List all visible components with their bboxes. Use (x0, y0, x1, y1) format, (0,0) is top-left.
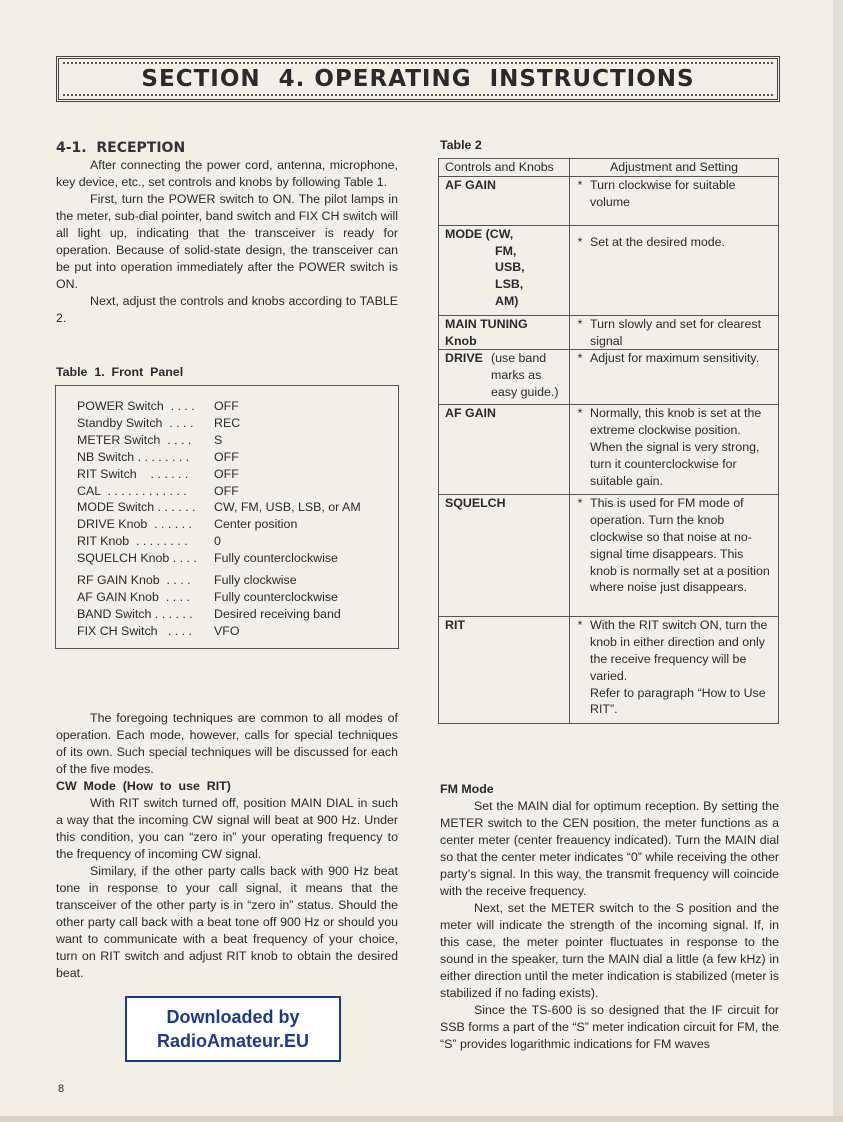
badge-line-1: Downloaded by (166, 1007, 300, 1027)
right-column-fm (440, 781, 779, 1053)
row-mark: * (570, 350, 591, 405)
reception-heading: 4-1. RECEPTION (56, 140, 186, 156)
table1-key: AF GAIN Knob . . . . (77, 589, 190, 604)
cw-mode-heading: CW Mode (How to use RIT) (56, 779, 231, 793)
table-row (439, 495, 779, 617)
cw-paragraph-2: Similary, if the other party calls back with 900 Hz beat tone in response to your call signal, it means that the transceiver of the other party is in “zero in” status. Should the other party call back with a beat tone off 900 Hz or should you want to communicate with a beat frequency of your choice, turn on RIT switch and adjust RIT knob to obtain the desired beat. (56, 864, 398, 980)
table1-row (77, 432, 398, 449)
table1-value: Fully counterclockwise (214, 551, 338, 566)
table1-key: DRIVE Knob . . . . . . (77, 517, 193, 532)
table1-key: Standby Switch . . . . (77, 415, 194, 430)
fm-paragraph-3: Since the TS-600 is so designed that the IF circuit for SSB forms a part of the “S” meter indication circuit for FM, the “S” provides logarithmic indications for FM waves (440, 1003, 779, 1051)
table-row (439, 617, 779, 724)
mode-option: FM, (495, 243, 517, 258)
section-title-banner (56, 56, 780, 102)
table1-row (77, 623, 398, 640)
row-mark: * (570, 617, 591, 724)
table1-key: BAND Switch . . . . . . (77, 606, 193, 621)
row-name-drive (439, 350, 570, 405)
table2-title: Table 2 (440, 138, 482, 152)
table1-row (77, 483, 398, 500)
row-mark: * (570, 225, 591, 315)
page-number: 8 (58, 1083, 65, 1095)
table1-key: NB Switch . . . . . . . . (77, 449, 190, 464)
table1-front-panel (55, 385, 399, 649)
row-mark: * (570, 176, 591, 225)
row-name: SQUELCH (439, 495, 570, 617)
table1-key: RIT Knob . . . . . . . . (77, 534, 188, 549)
row-name: AF GAIN (439, 405, 570, 495)
row-text-ref: Refer to paragraph “How to Use RIT”. (590, 685, 766, 717)
row-name: MAIN TUNING (445, 316, 528, 331)
table1-row (77, 449, 398, 466)
row-name-mode (439, 225, 570, 315)
table2-header-adjustment: Adjustment and Setting (570, 159, 779, 177)
table1-key: RIT Switch . . . . . . (77, 466, 189, 481)
table1-value: OFF (214, 399, 239, 413)
table-row (439, 225, 779, 315)
drive-note: (use band marks as easy guide.) (491, 351, 559, 399)
page-bottom-edge (0, 1116, 843, 1122)
fm-paragraph-1: Set the MAIN dial for optimum reception. By setting the METER switch to the CEN position, the meter functions as a center meter (center freauency indicated). Turn the MAIN dial so that the center meter indicates “0” while receiving the other party’s signal. In this way, the transmit frequency will coincide with the receive frequency. (440, 799, 779, 898)
table1-value: VFO (214, 623, 240, 638)
row-text: Normally, this knob is set at the extreme clockwise position. When the signal is very strong, turn it counterclockwise for suitable gain. (590, 405, 779, 495)
row-text: Turn clockwise for suitable volume (590, 176, 779, 225)
table1-row (77, 415, 398, 432)
fm-mode-heading: FM Mode (440, 782, 494, 796)
table1-key: METER Switch . . . . (77, 432, 192, 447)
table2-header-row (439, 159, 779, 177)
table1-value: Fully clockwise (214, 573, 297, 588)
table1-key: FIX CH Switch . . . . (77, 623, 192, 638)
row-name: MODE (CW, (445, 226, 514, 241)
row-name: RIT (439, 617, 570, 724)
table1-value: OFF (214, 449, 239, 464)
row-text: Set at the desired mode. (590, 225, 779, 315)
table-row (439, 176, 779, 225)
table1-value: 0 (214, 534, 221, 549)
table1-row (77, 466, 398, 483)
row-name-line2: Knob (445, 333, 477, 348)
mode-option: AM) (495, 293, 519, 308)
row-text: Adjust for maximum sensitivity. (590, 350, 779, 405)
table1-row (77, 589, 398, 606)
table-row (439, 315, 779, 350)
section-title: SECTION 4. OPERATING INSTRUCTIONS (141, 66, 695, 92)
mode-option: LSB, (495, 277, 524, 292)
badge-line-2: RadioAmateur.EU (156, 1031, 310, 1051)
table1-key: RF GAIN Knob . . . . (77, 573, 191, 588)
row-mark: * (570, 495, 591, 617)
table1-value: REC (214, 415, 241, 430)
table1-value: Center position (214, 517, 298, 532)
table2-caption (440, 137, 482, 154)
table1-row (77, 606, 398, 623)
reception-paragraph-3: Next, adjust the controls and knobs according to TABLE 2. (56, 294, 398, 325)
table1-caption (56, 364, 183, 381)
table1-value: OFF (214, 483, 239, 498)
left-column-bottom (56, 710, 398, 982)
mode-option: USB, (495, 260, 525, 275)
table-row (439, 405, 779, 495)
left-column-top (56, 140, 398, 327)
table1-row (77, 398, 398, 415)
table-row (439, 350, 779, 405)
download-watermark-badge (125, 996, 341, 1062)
table1-value: OFF (214, 466, 239, 481)
row-name-main-tuning (439, 315, 570, 350)
page-edge-shadow (833, 0, 843, 1122)
fm-paragraph-2: Next, set the METER switch to the S position and the meter will indicate the strength of the incoming signal. If, in this case, the meter pointer fluctuates in response to the sound in the speaker, turn the MAIN dial a little (a few kHz) in either direction until the meter indication is stabilized (meter is stabilized if no fading exists). (440, 901, 779, 1000)
table1-value: S (214, 432, 223, 447)
table2-header-controls: Controls and Knobs (439, 159, 570, 177)
table1-row (77, 499, 398, 516)
table1-key: POWER Switch . . . . (77, 399, 195, 413)
table1-row (77, 550, 398, 567)
row-mark: * (570, 405, 591, 495)
reception-paragraph-2: First, turn the POWER switch to ON. The pilot lamps in the meter, sub-dial pointer, band switch and FIX CH switch will all light up, indicating that the transceiver is ready for operation. Because of solid-state design, the transceiver can be put into operation immediately after the POWER switch is ON. (56, 192, 398, 291)
table1-key: MODE Switch . . . . . . (77, 500, 196, 515)
table1-title: Table 1. Front Panel (56, 365, 184, 379)
row-text: This is used for FM mode of operation. Turn the knob clockwise so that noise at no-signal time disappears. This knob is normally set at a position where noise just disappears. (590, 495, 779, 617)
table1-value: Fully counterclockwise (214, 589, 338, 604)
table1-row (77, 533, 398, 550)
row-text: With the RIT switch ON, turn the knob in either direction and only the receive frequency will be varied. (590, 618, 768, 683)
table1-row (77, 516, 398, 533)
table2-controls (438, 158, 779, 724)
row-mark: * (570, 315, 591, 350)
reception-paragraph-1: After connecting the power cord, antenna, microphone, key device, etc., set controls and knobs by following Table 1. (56, 158, 398, 189)
row-name: AF GAIN (439, 176, 570, 225)
cw-paragraph-1: With RIT switch turned off, position MAIN DIAL in such a way that the incoming CW signal will beat at 900 Hz. Under this condition, you can “zero in” your operating frequency to the frequency of incoming CW signal. (56, 796, 398, 861)
row-text-rit (590, 617, 779, 724)
table1-key: SQUELCH Knob . . . . (77, 551, 197, 566)
row-name: DRIVE (445, 351, 483, 366)
table1-value: CW, FM, USB, LSB, or AM (214, 500, 361, 515)
row-text: Turn slowly and set for clearest signal (590, 315, 779, 350)
table1-value: Desired receiving band (214, 606, 341, 621)
modes-paragraph: The foregoing techniques are common to all modes of operation. Each mode, however, calls for special techniques of its own. Such special techniques will be discussed for each of the five modes. (56, 711, 398, 776)
table1-row (77, 572, 398, 589)
table1-key: CAL . . . . . . . . . . . . (77, 483, 187, 498)
